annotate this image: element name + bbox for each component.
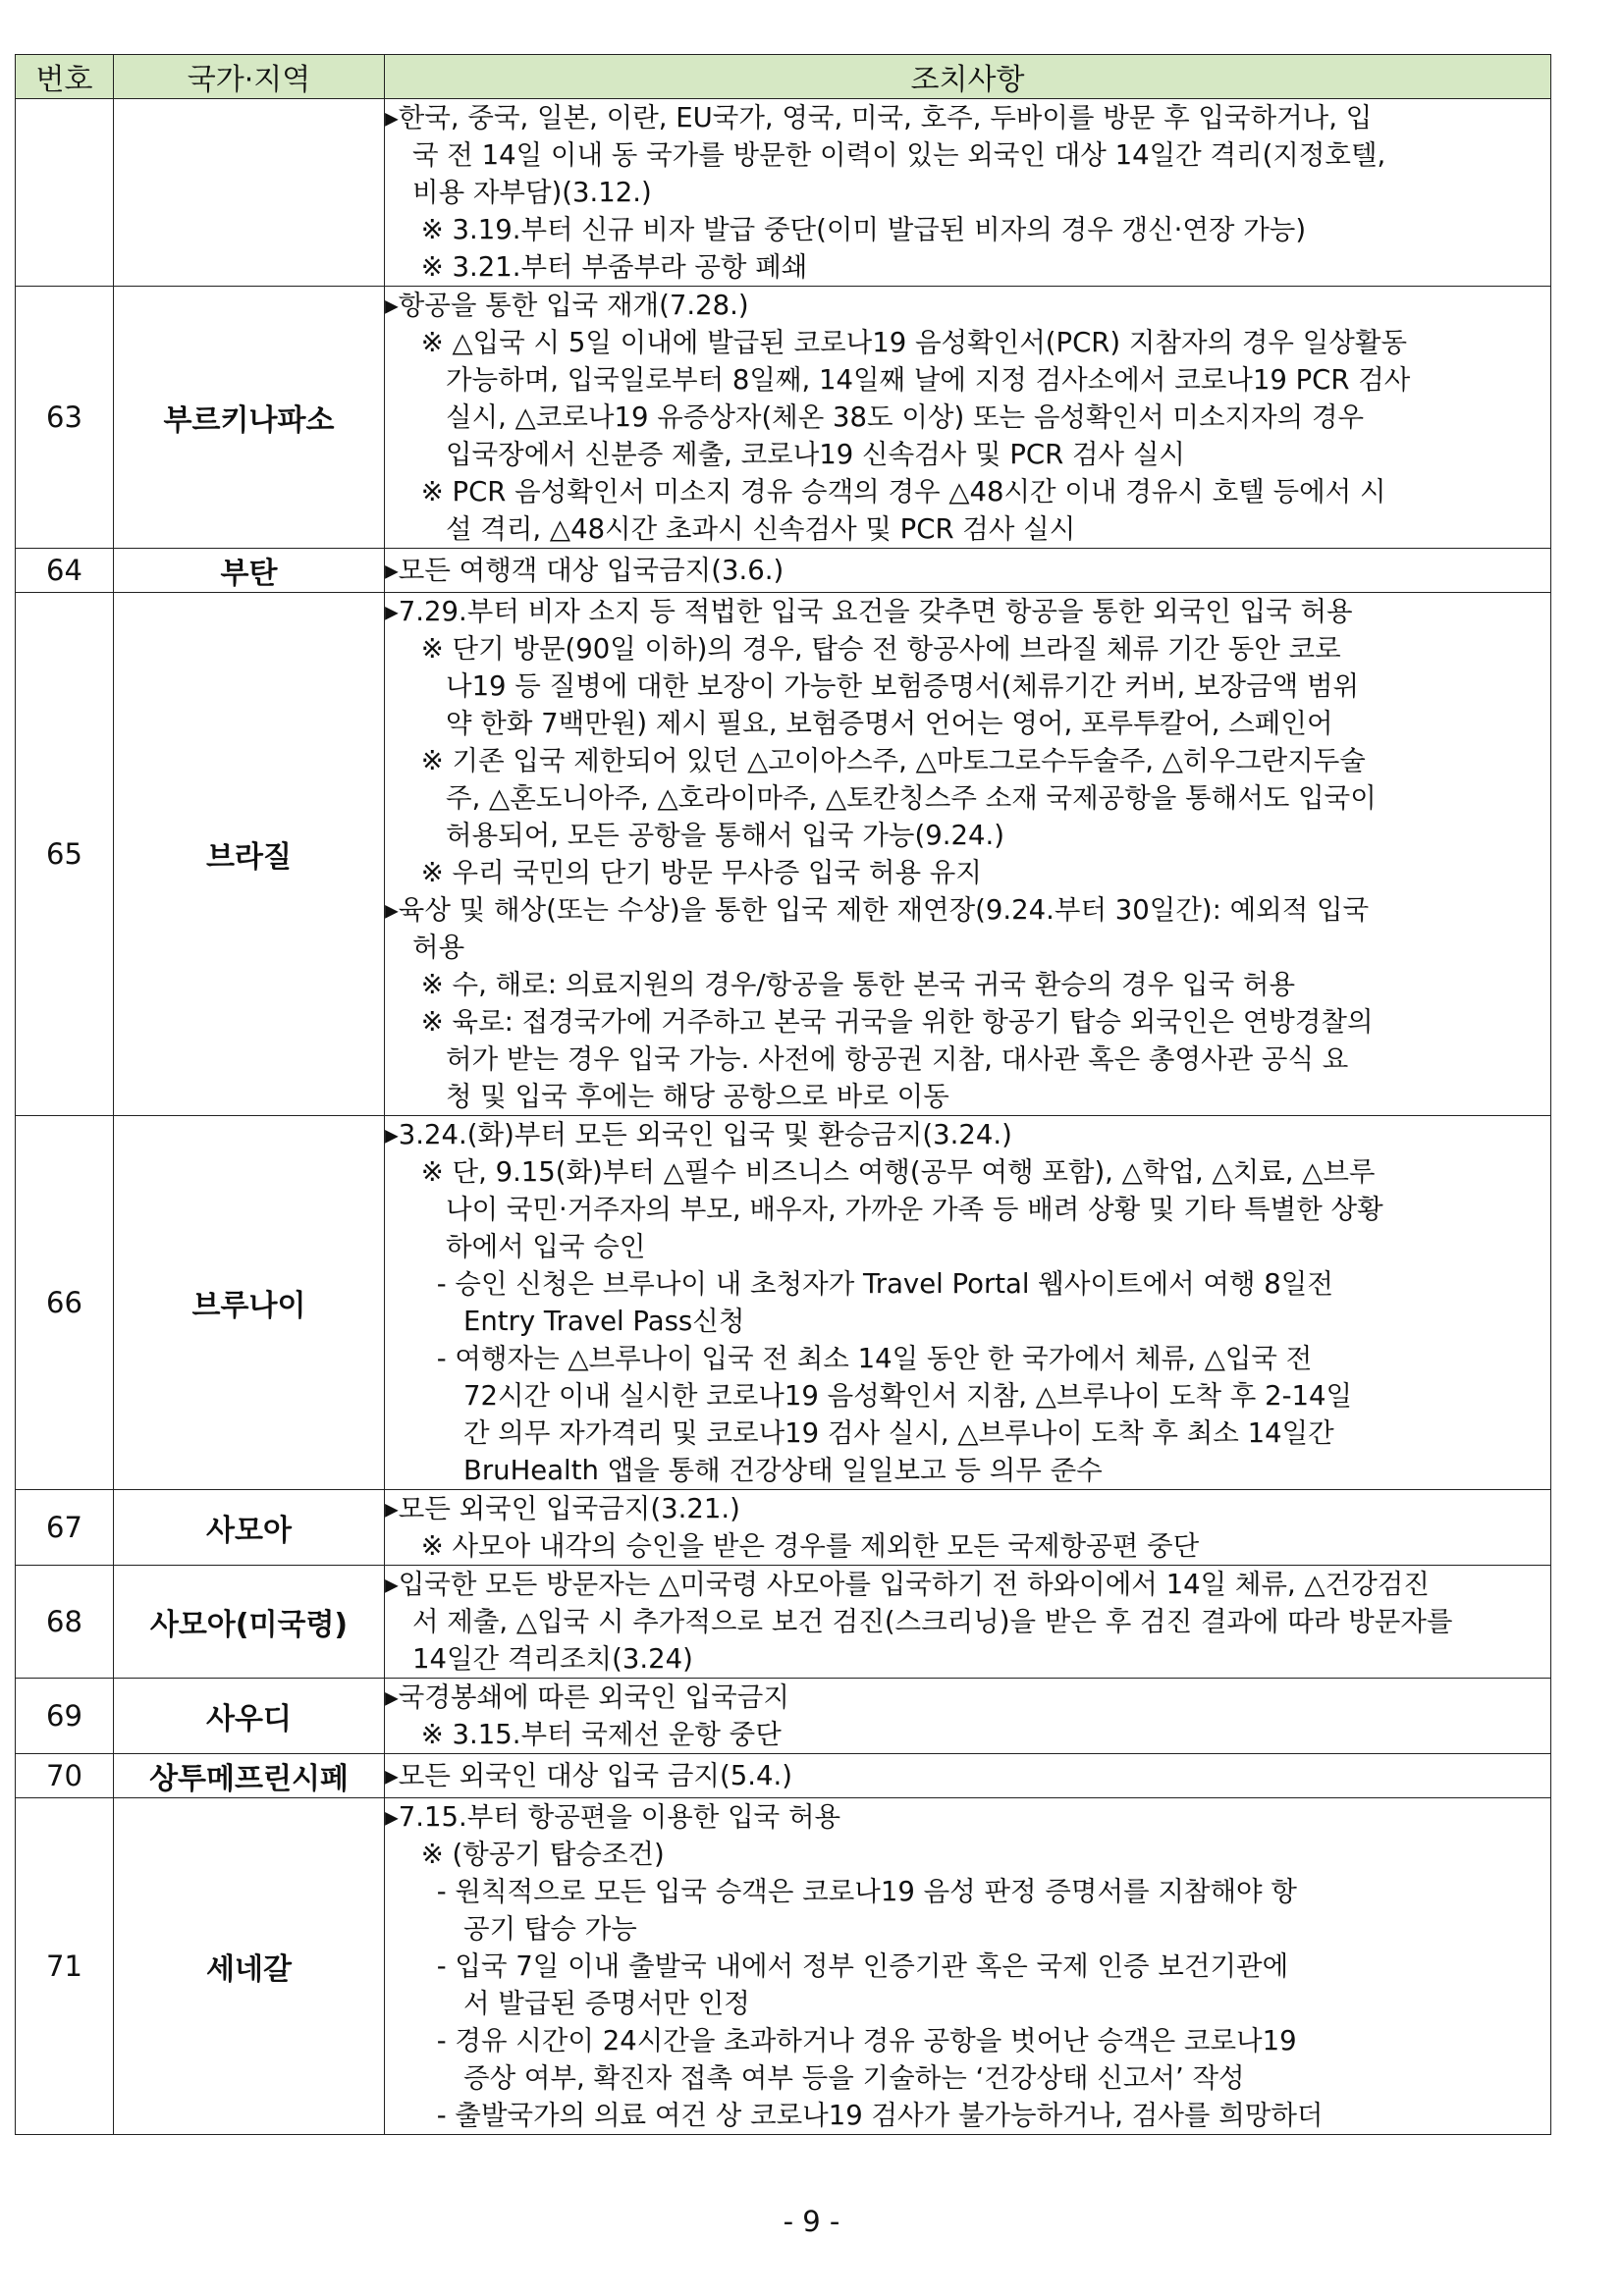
measure-line: BruHealth 앱을 통해 건강상태 일일보고 등 의무 준수 <box>463 1455 1103 1486</box>
country-name: 부탄 <box>114 549 385 593</box>
measure-line: ▸항공을 통한 입국 재개(7.28.) <box>385 290 749 321</box>
measure-line: ▸육상 및 해상(또는 수상)을 통한 입국 제한 재연장(9.24.부터 30일간): 예외적 입국 <box>385 894 1370 926</box>
table-row <box>16 99 1551 287</box>
measures-cell <box>385 549 1551 593</box>
measures-cell <box>385 1679 1551 1754</box>
measure-line: - 경유 시간이 24시간을 초과하거나 경유 공항을 벗어난 승객은 코로나19 <box>428 2025 1297 2056</box>
measure-line: ▸모든 외국인 대상 입국 금지(5.4.) <box>385 1760 792 1791</box>
measure-line: 가능하며, 입국일로부터 8일째, 14일째 날에 지정 검사소에서 코로나19 PCR 검사 <box>446 364 1411 396</box>
row-number: 63 <box>16 287 114 549</box>
measures-cell <box>385 1490 1551 1566</box>
header-number: 번호 <box>16 55 114 99</box>
measure-line: 14일간 격리조치(3.24) <box>412 1643 693 1675</box>
country-name: 사모아(미국령) <box>114 1566 385 1679</box>
measure-line: 증상 여부, 확진자 접촉 여부 등을 기술하는 ‘건강상태 신고서’ 작성 <box>463 2062 1245 2094</box>
country-name: 부르키나파소 <box>114 287 385 549</box>
measure-line: ※ 단기 방문(90일 이하)의 경우, 탑승 전 항공사에 브라질 체류 기간 동안 코로 <box>412 633 1341 665</box>
measures-cell <box>385 1116 1551 1490</box>
measures-cell <box>385 593 1551 1116</box>
measure-line: ※ 3.21.부터 부줌부라 공항 폐쇄 <box>412 251 808 283</box>
row-number <box>16 99 114 287</box>
measure-line: ※ (항공기 탑승조건) <box>412 1839 665 1870</box>
measure-line: 허가 받는 경우 입국 가능. 사전에 항공권 지참, 대사관 혹은 총영사관 공식 요 <box>446 1043 1349 1075</box>
measure-line: 나이 국민·거주자의 부모, 배우자, 가까운 가족 등 배려 상황 및 기타 특별한 상황 <box>446 1194 1383 1225</box>
measure-line: 국 전 14일 이내 동 국가를 방문한 이력이 있는 외국인 대상 14일간 격리(지정호텔, <box>412 139 1386 171</box>
country-name: 브라질 <box>114 593 385 1116</box>
measures-table <box>15 54 1551 2135</box>
measure-line: Entry Travel Pass신청 <box>463 1306 745 1337</box>
measure-line: 공기 탑승 가능 <box>463 1913 637 1945</box>
measure-line: 설 격리, △48시간 초과시 신속검사 및 PCR 검사 실시 <box>446 513 1076 545</box>
measure-line: ▸모든 여행객 대상 입국금지(3.6.) <box>385 555 784 586</box>
row-number: 67 <box>16 1490 114 1566</box>
row-number: 66 <box>16 1116 114 1490</box>
measure-line: - 출발국가의 의료 여건 상 코로나19 검사가 불가능하거나, 검사를 희망하더 <box>428 2100 1324 2131</box>
measures-cell <box>385 99 1551 287</box>
measures-cell <box>385 287 1551 549</box>
row-number: 65 <box>16 593 114 1116</box>
measure-line: ※ 기존 입국 제한되어 있던 △고이아스주, △마토그로수두술주, △히우그란지두술 <box>412 745 1366 776</box>
measure-line: 나19 등 질병에 대한 보장이 가능한 보험증명서(체류기간 커버, 보장금액 범위 <box>446 670 1360 702</box>
country-name: 상투메프린시페 <box>114 1754 385 1798</box>
measure-line: - 승인 신청은 브루나이 내 초청자가 Travel Portal 웹사이트에서 여행 8일전 <box>428 1268 1333 1300</box>
measure-line: 간 의무 자가격리 및 코로나19 검사 실시, △브루나이 도착 후 최소 14일간 <box>463 1417 1334 1449</box>
row-number: 68 <box>16 1566 114 1679</box>
measure-line: ※ 3.19.부터 신규 비자 발급 중단(이미 발급된 비자의 경우 갱신·연장 가능) <box>412 214 1307 245</box>
table-row <box>16 549 1551 593</box>
table-row <box>16 1566 1551 1679</box>
measure-line: 허용 <box>412 932 465 963</box>
measure-line: 서 제출, △입국 시 추가적으로 보건 검진(스크리닝)을 받은 후 검진 결과에 따라 방문자를 <box>412 1606 1453 1637</box>
header-measures: 조치사항 <box>385 55 1551 99</box>
table-row <box>16 1754 1551 1798</box>
header-country: 국가·지역 <box>114 55 385 99</box>
country-name: 브루나이 <box>114 1116 385 1490</box>
measure-line: ▸7.15.부터 항공편을 이용한 입국 허용 <box>385 1801 841 1833</box>
table-row <box>16 1116 1551 1490</box>
measure-line: ▸입국한 모든 방문자는 △미국령 사모아를 입국하기 전 하와이에서 14일 체류, △건강검진 <box>385 1569 1430 1600</box>
measure-line: ▸모든 외국인 입국금지(3.21.) <box>385 1493 740 1524</box>
row-number: 71 <box>16 1798 114 2135</box>
country-name: 세네갈 <box>114 1798 385 2135</box>
measures-cell <box>385 1754 1551 1798</box>
table-row <box>16 287 1551 549</box>
measure-line: ※ △입국 시 5일 이내에 발급된 코로나19 음성확인서(PCR) 지참자의 경우 일상활동 <box>412 327 1408 358</box>
measure-line: ※ 우리 국민의 단기 방문 무사증 입국 허용 유지 <box>412 857 982 888</box>
measure-line: 청 및 입국 후에는 해당 공항으로 바로 이동 <box>446 1081 949 1112</box>
measures-cell <box>385 1566 1551 1679</box>
table-row <box>16 593 1551 1116</box>
table-row <box>16 1490 1551 1566</box>
measure-line: - 입국 7일 이내 출발국 내에서 정부 인증기관 혹은 국제 인증 보건기관에 <box>428 1950 1289 1982</box>
measure-line: ▸한국, 중국, 일본, 이란, EU국가, 영국, 미국, 호주, 두바이를 방문 후 입국하거나, 입 <box>385 102 1373 133</box>
country-name: 사모아 <box>114 1490 385 1566</box>
table-row <box>16 1679 1551 1754</box>
measure-line: 입국장에서 신분증 제출, 코로나19 신속검사 및 PCR 검사 실시 <box>446 439 1185 470</box>
measures-cell <box>385 1798 1551 2135</box>
row-number: 64 <box>16 549 114 593</box>
measure-line: ▸국경봉쇄에 따른 외국인 입국금지 <box>385 1682 789 1713</box>
row-number: 69 <box>16 1679 114 1754</box>
measure-line: ▸3.24.(화)부터 모든 외국인 입국 및 환승금지(3.24.) <box>385 1119 1012 1150</box>
measure-line: ▸7.29.부터 비자 소지 등 적법한 입국 요건을 갖추면 항공을 통한 외국인 입국 허용 <box>385 596 1353 627</box>
measure-line: 약 한화 7백만원) 제시 필요, 보험증명서 언어는 영어, 포루투칼어, 스페인어 <box>446 708 1333 739</box>
measure-line: - 원칙적으로 모든 입국 승객은 코로나19 음성 판정 증명서를 지참해야 항 <box>428 1876 1297 1907</box>
measure-line: ※ 수, 해로: 의료지원의 경우/항공을 통한 본국 귀국 환승의 경우 입국 허용 <box>412 969 1296 1000</box>
measure-line: ※ 육로: 접경국가에 거주하고 본국 귀국을 위한 항공기 탑승 외국인은 연방경찰의 <box>412 1006 1374 1038</box>
measure-line: 주, △혼도니아주, △호라이마주, △토칸칭스주 소재 국제공항을 통해서도 입국이 <box>446 782 1377 814</box>
country-name: 사우디 <box>114 1679 385 1754</box>
measure-line: 허용되어, 모든 공항을 통해서 입국 가능(9.24.) <box>446 820 1004 851</box>
measure-line: ※ PCR 음성확인서 미소지 경유 승객의 경우 △48시간 이내 경유시 호텔 등에서 시 <box>412 476 1386 507</box>
measure-line: ※ 사모아 내각의 승인을 받은 경우를 제외한 모든 국제항공편 중단 <box>412 1530 1200 1562</box>
row-number: 70 <box>16 1754 114 1798</box>
measure-line: 실시, △코로나19 유증상자(체온 38도 이상) 또는 음성확인서 미소지자의 경우 <box>446 401 1365 433</box>
measure-line: 비용 자부담)(3.12.) <box>412 177 652 208</box>
country-name <box>114 99 385 287</box>
header-row <box>16 55 1551 99</box>
measure-line: - 여행자는 △브루나이 입국 전 최소 14일 동안 한 국가에서 체류, △입국 전 <box>428 1343 1313 1374</box>
table-row <box>16 1798 1551 2135</box>
measure-line: ※ 3.15.부터 국제선 운항 중단 <box>412 1719 782 1750</box>
measure-line: 하에서 입국 승인 <box>446 1231 646 1262</box>
page-number: - 9 - <box>783 2205 840 2238</box>
measure-line: 서 발급된 증명서만 인정 <box>463 1988 750 2019</box>
measure-line: 72시간 이내 실시한 코로나19 음성확인서 지참, △브루나이 도착 후 2-14일 <box>463 1380 1353 1412</box>
measure-line: ※ 단, 9.15(화)부터 △필수 비즈니스 여행(공무 여행 포함), △학업, △치료, △브루 <box>412 1156 1376 1188</box>
